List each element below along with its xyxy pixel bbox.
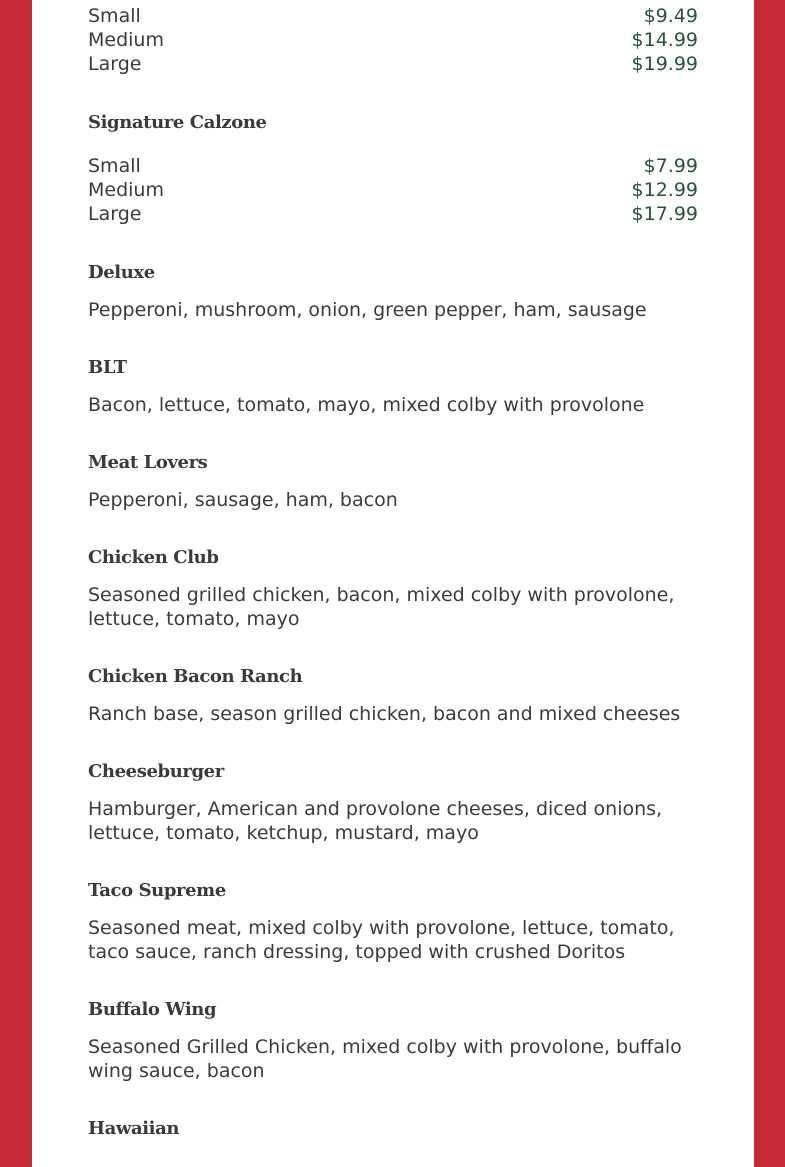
menu-item-buffalo-wing [88, 998, 698, 1083]
calzone-title: Signature Calzone [88, 112, 267, 133]
menu-item-taco-supreme [88, 879, 698, 964]
item-title: Meat Lovers [88, 452, 208, 473]
item-description: Hamburger, American and provolone cheeses, diced onions, lettuce, tomato, ketchup, mustard, mayo [88, 798, 663, 844]
menu-item-hawaiian [88, 1117, 698, 1154]
menu-item-meat-lovers [88, 451, 698, 512]
item-description: Pepperoni, mushroom, onion, green pepper, ham, sausage [88, 299, 647, 321]
size-label: Large [88, 53, 142, 75]
size-label: Large [88, 203, 142, 225]
menu-content [88, 4, 698, 1154]
price-row [88, 202, 698, 226]
price-row [88, 178, 698, 202]
calzone-price-list [88, 154, 698, 226]
item-title: Buffalo Wing [88, 999, 217, 1020]
item-title: Chicken Club [88, 547, 219, 568]
menu-page [32, 0, 754, 1167]
price-value: $7.99 [643, 155, 698, 177]
price-row [88, 52, 698, 76]
menu-item-chicken-club [88, 546, 698, 631]
item-title: Cheeseburger [88, 761, 224, 782]
item-title: Hawaiian [88, 1118, 180, 1139]
price-value: $14.99 [631, 29, 698, 51]
menu-item-deluxe [88, 261, 698, 322]
item-description: Ranch base, season grilled chicken, bacon and mixed cheeses [88, 703, 681, 725]
item-title: Chicken Bacon Ranch [88, 666, 303, 687]
price-value: $17.99 [631, 203, 698, 225]
item-title: Deluxe [88, 262, 155, 283]
size-label: Medium [88, 29, 164, 51]
item-description: Seasoned Grilled Chicken, mixed colby with provolone, buffalo wing sauce, bacon [88, 1036, 682, 1082]
item-title: BLT [88, 357, 127, 378]
price-row [88, 154, 698, 178]
price-row [88, 4, 698, 28]
price-value: $12.99 [631, 179, 698, 201]
item-title: Taco Supreme [88, 880, 226, 901]
item-description: Seasoned meat, mixed colby with provolone, lettuce, tomato, taco sauce, ranch dressing, topped with crushed Doritos [88, 917, 675, 963]
price-value: $19.99 [631, 53, 698, 75]
menu-item-chicken-bacon-ranch [88, 665, 698, 726]
item-description: Seasoned grilled chicken, bacon, mixed colby with provolone, lettuce, tomato, mayo [88, 584, 675, 630]
item-description: Bacon, lettuce, tomato, mayo, mixed colby with provolone [88, 394, 645, 416]
menu-item-cheeseburger [88, 760, 698, 845]
size-label: Small [88, 155, 141, 177]
price-row [88, 28, 698, 52]
size-label: Medium [88, 179, 164, 201]
item-description: Pepperoni, sausage, ham, bacon [88, 489, 398, 511]
menu-item-blt [88, 356, 698, 417]
size-price-list [88, 4, 698, 76]
size-label: Small [88, 5, 141, 27]
price-value: $9.49 [643, 5, 698, 27]
